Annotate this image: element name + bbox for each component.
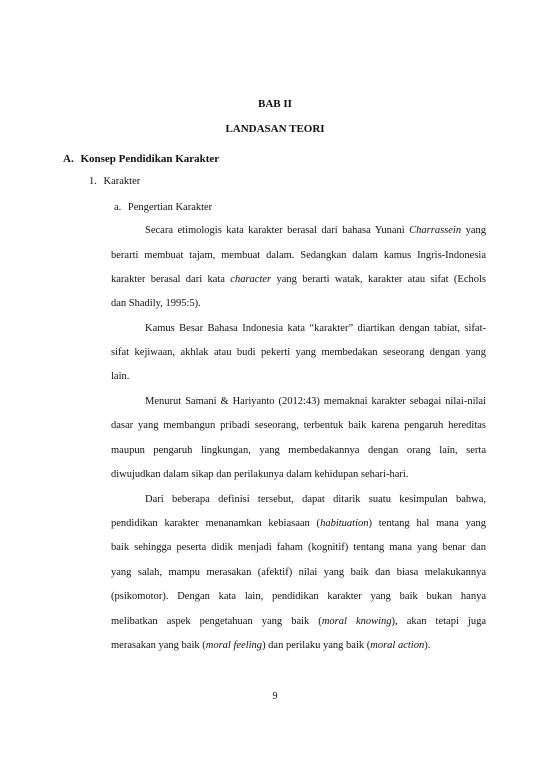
paragraph-1-line-1: Secara etimologis kata karakter berasal dari bahasa Yunani Charrassein yang — [145, 225, 487, 236]
paragraph-3-line-2: dasar yang membangun pribadi seseorang, terbentuk baik karena pengaruh hereditas — [111, 420, 486, 431]
paragraph-4-line-3: baik sehingga peserta didik menjadi faham (kognitif) tentang mana yang benar dan — [111, 542, 486, 553]
paragraph-3-line-3: maupun pengaruh lingkungan, yang membedakannya dengan orang lain, serta — [111, 445, 486, 456]
chapter-title: LANDASAN TEORI — [225, 123, 325, 135]
subsection-a-heading — [114, 202, 212, 213]
paragraph-1-line-2: berarti membuat tajam, membuat dalam. Sedangkan dalam kamus Ingris-Indonesia — [111, 250, 486, 261]
paragraph-3-line-1: Menurut Samani & Hariyanto (2012:43) memaknai karakter sebagai nilai-nilai — [145, 396, 486, 407]
paragraph-4-line-5: (psikomotor). Dengan kata lain, pendidikan karakter yang baik bukan hanya — [111, 591, 486, 602]
subsection-1-title: Karakter — [103, 176, 141, 187]
subsection-1-heading — [89, 176, 140, 187]
subsection-a-title: Pengertian Karakter — [127, 202, 213, 213]
section-a-marker: A. — [63, 153, 74, 165]
paragraph-4-line-7: merasakan yang baik (moral feeling) dan perilaku yang baik (moral action). — [111, 640, 431, 651]
paragraph-1-line-3: karakter berasal dari kata character yang berarti watak, karakter atau sifat (Echols — [111, 274, 486, 285]
paragraph-3-line-4: diwujudkan dalam sikap dan perilakunya dalam kehidupan sehari-hari. — [111, 469, 409, 480]
paragraph-2-line-1: Kamus Besar Bahasa Indonesia kata “karakter” diartikan dengan tabiat, sifat- — [145, 323, 486, 334]
subsection-a-marker: a. — [114, 202, 122, 213]
paragraph-4-line-6: melibatkan aspek pengetahuan yang baik (moral knowing), akan tetapi juga — [111, 616, 486, 627]
section-a-title: Konsep Pendidikan Karakter — [80, 153, 220, 165]
paragraph-2-line-2: sifat kejiwaan, akhlak atau budi pekerti yang membedakan seseorang dengan yang — [111, 347, 486, 358]
paragraph-4-line-4: yang salah, mampu merasakan (afektif) nilai yang baik dan biasa melakukannya — [111, 567, 486, 578]
paragraph-1-line-4: dan Shadily, 1995:5). — [111, 298, 201, 309]
chapter-label: BAB II — [258, 98, 292, 110]
paragraph-4-line-2: pendidikan karakter menanamkan kebiasaan (habituation) tentang hal mana yang — [111, 518, 486, 529]
subsection-1-marker: 1. — [89, 176, 97, 187]
section-a-heading — [63, 153, 219, 165]
paragraph-2-line-3: lain. — [111, 371, 130, 382]
paragraph-4-line-1: Dari beberapa definisi tersebut, dapat ditarik suatu kesimpulan bahwa, — [145, 494, 486, 505]
page-number: 9 — [272, 691, 278, 702]
